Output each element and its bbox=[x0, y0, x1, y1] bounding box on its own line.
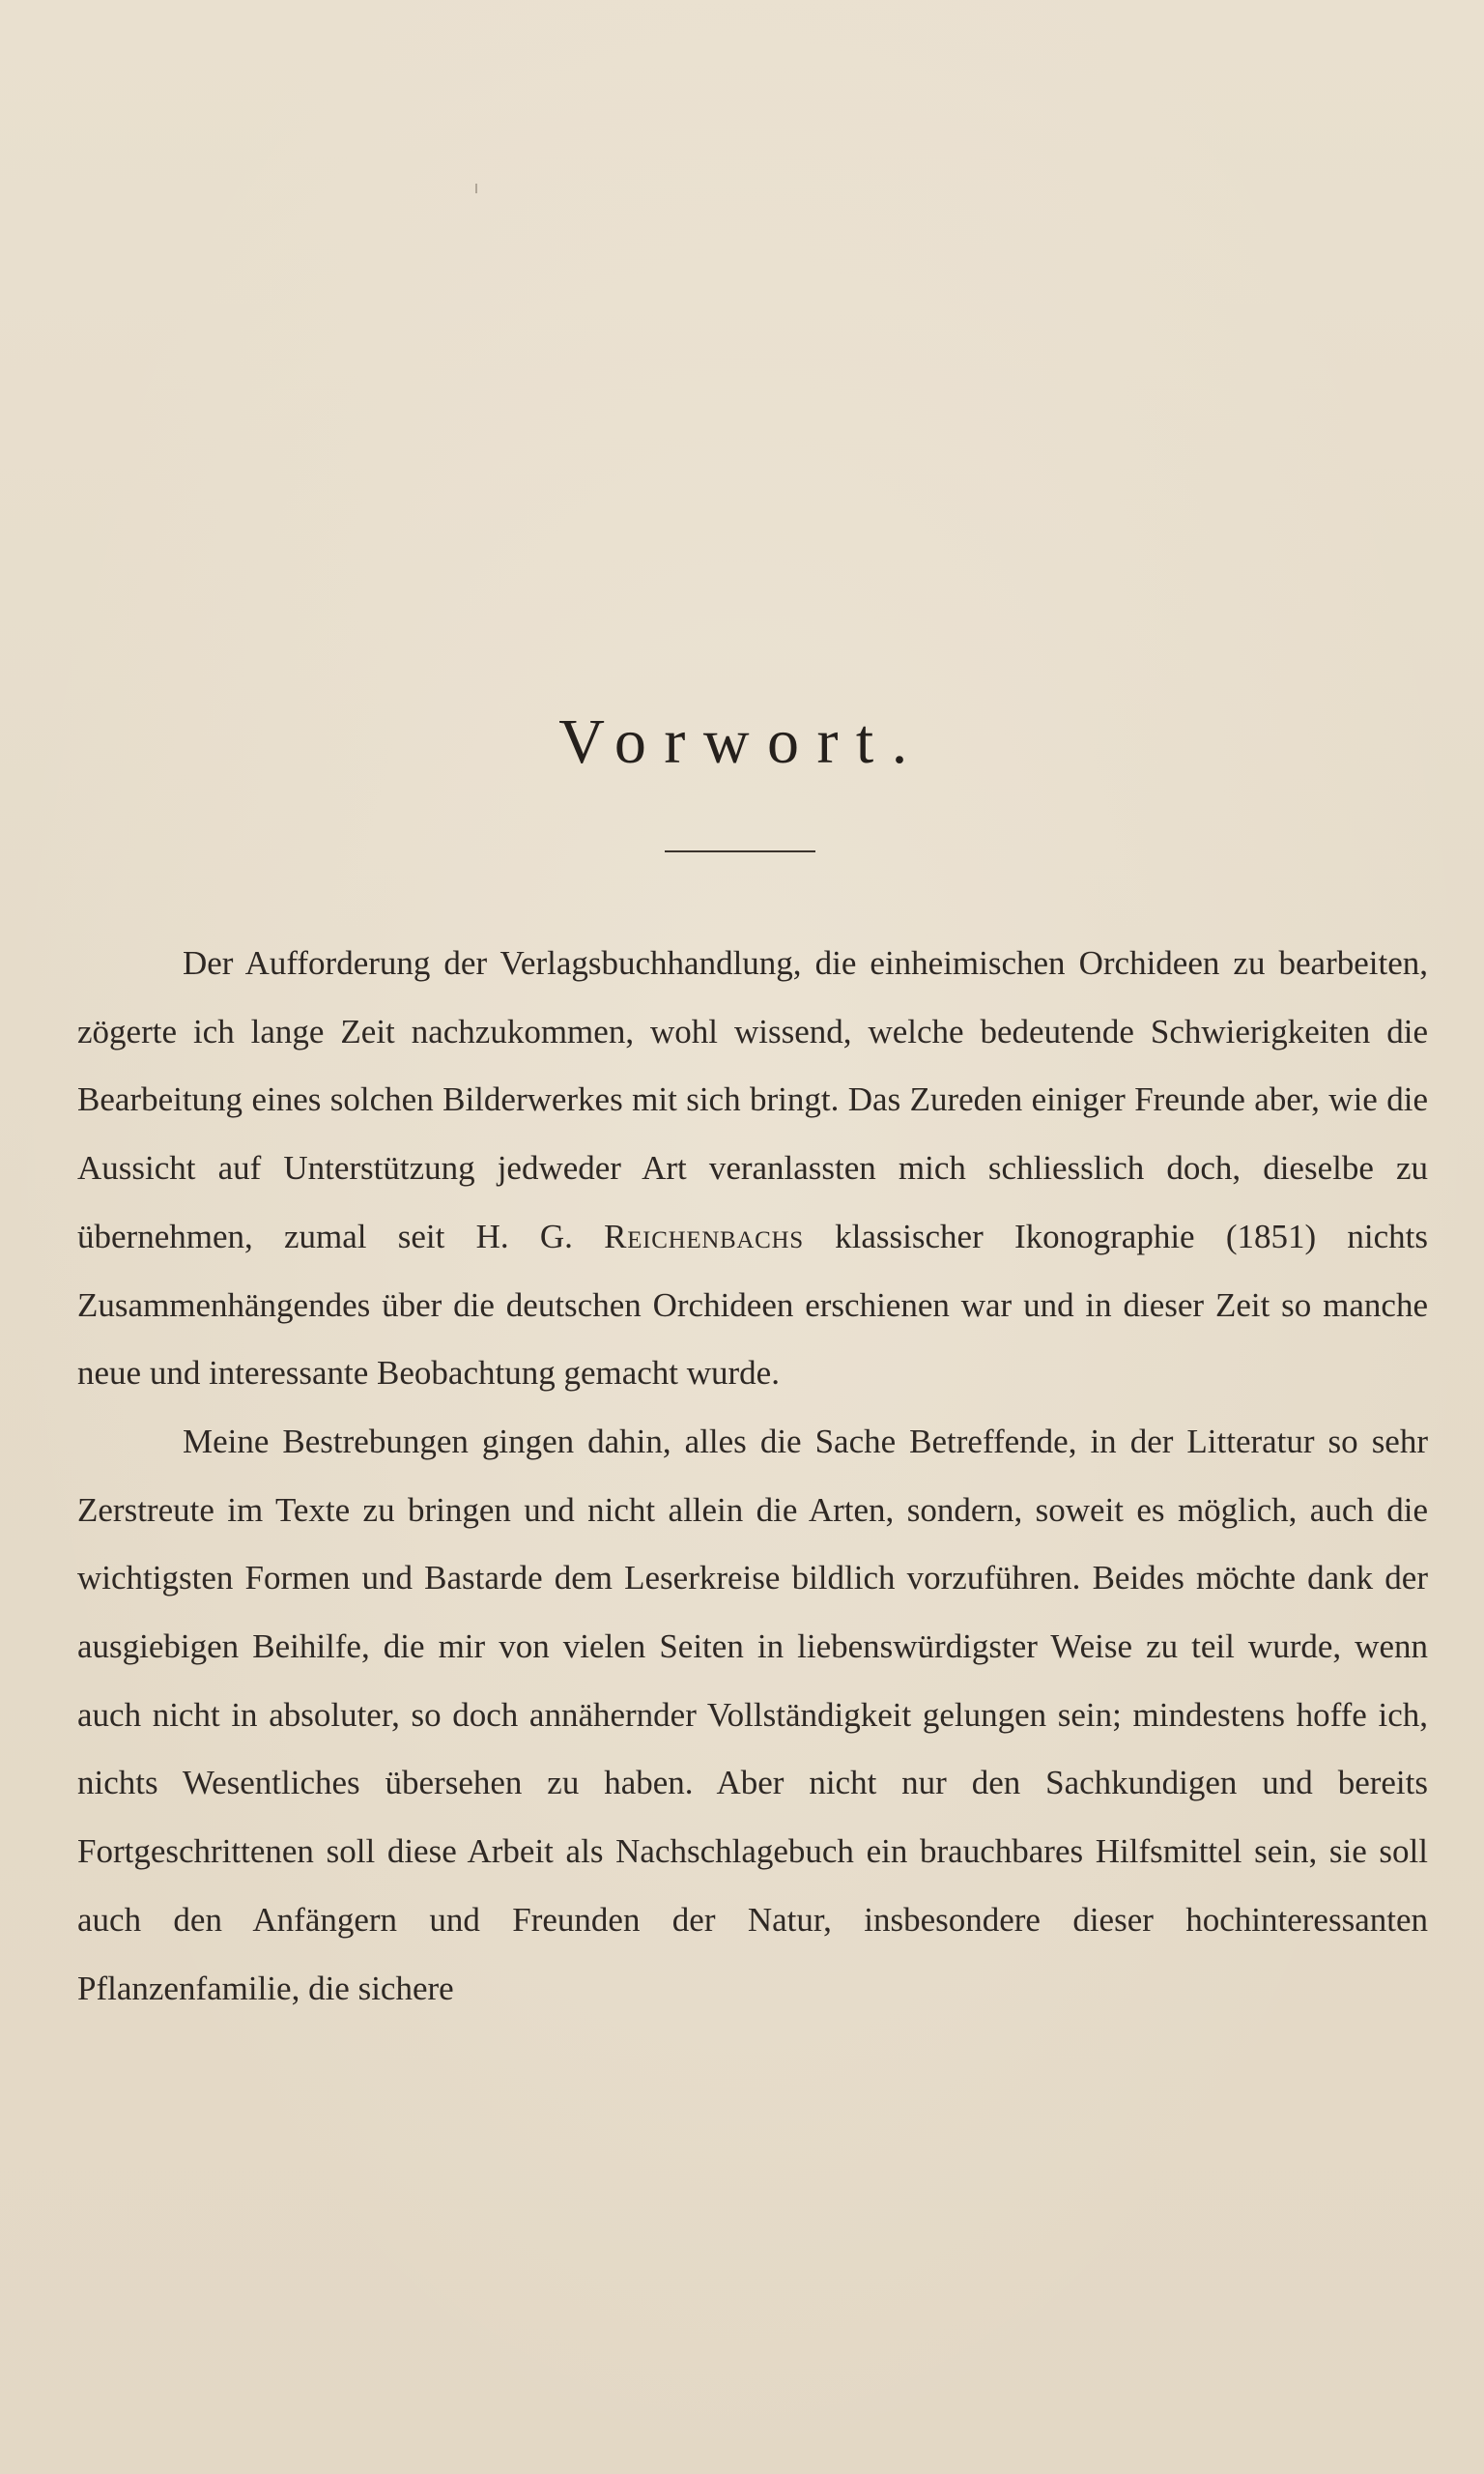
paragraph-1-text-end: klassischer Ikonographie (1851) nichts Zusammenhängendes über die deutschen Orchideen erschienen war und in dieser Zeit so manche neue und interessante Beobachtung gemacht wurde. bbox=[77, 1217, 1429, 1393]
paragraph-2: Meine Bestrebungen gingen dahin, alles die Sache Betreffende, in der Litteratur so sehr Zerstreute im Texte zu bringen und nicht allein die Arten, sondern, soweit es möglich, auch die wichtigsten Formen und Bastarde dem Leserkreise bildlich vorzuführen. Beides möchte dank der ausgiebigen Beihilfe, die mir von vielen Seiten in liebenswürdigster Weise zu teil wurde, wenn auch nicht in absoluter, so doch annähernder Vollständigkeit gelungen sein; mindestens hoffe ich, nichts Wesentliches übersehen zu haben. Aber nicht nur den Sachkundigen und bereits Fortgeschrittenen soll diese Arbeit als Nachschlagebuch ein brauchbares Hilfsmittel sein, sie soll auch den Anfängern und Freunden der Natur, insbesondere dieser hochinteressanten Pflanzenfamilie, die sichere bbox=[77, 1422, 1428, 2007]
author-name: Reichenbachs bbox=[604, 1217, 804, 1255]
page-title: Vorwort. bbox=[558, 706, 926, 777]
paragraph-1-text-start: Der Aufforderung der Verlagsbuchhandlung, die einheimischen Orchideen zu bearbeiten, zögerte ich lange Zeit nachzukommen, wohl wissend, welche bedeutende Schwierigkeiten die Bearbeitung eines solchen Bilderwerkes mit sich bringt. Das Zureden einiger Freunde aber, wie die Aussicht auf Unterstützung jedweder Art veranlassten mich schliesslich doch, dieselbe zu übernehmen, zumal seit H. G. bbox=[77, 944, 1428, 1255]
body-text bbox=[77, 930, 1428, 2023]
page-speck bbox=[475, 184, 477, 193]
paragraph-1 bbox=[77, 930, 1428, 1408]
title-divider bbox=[665, 850, 815, 852]
